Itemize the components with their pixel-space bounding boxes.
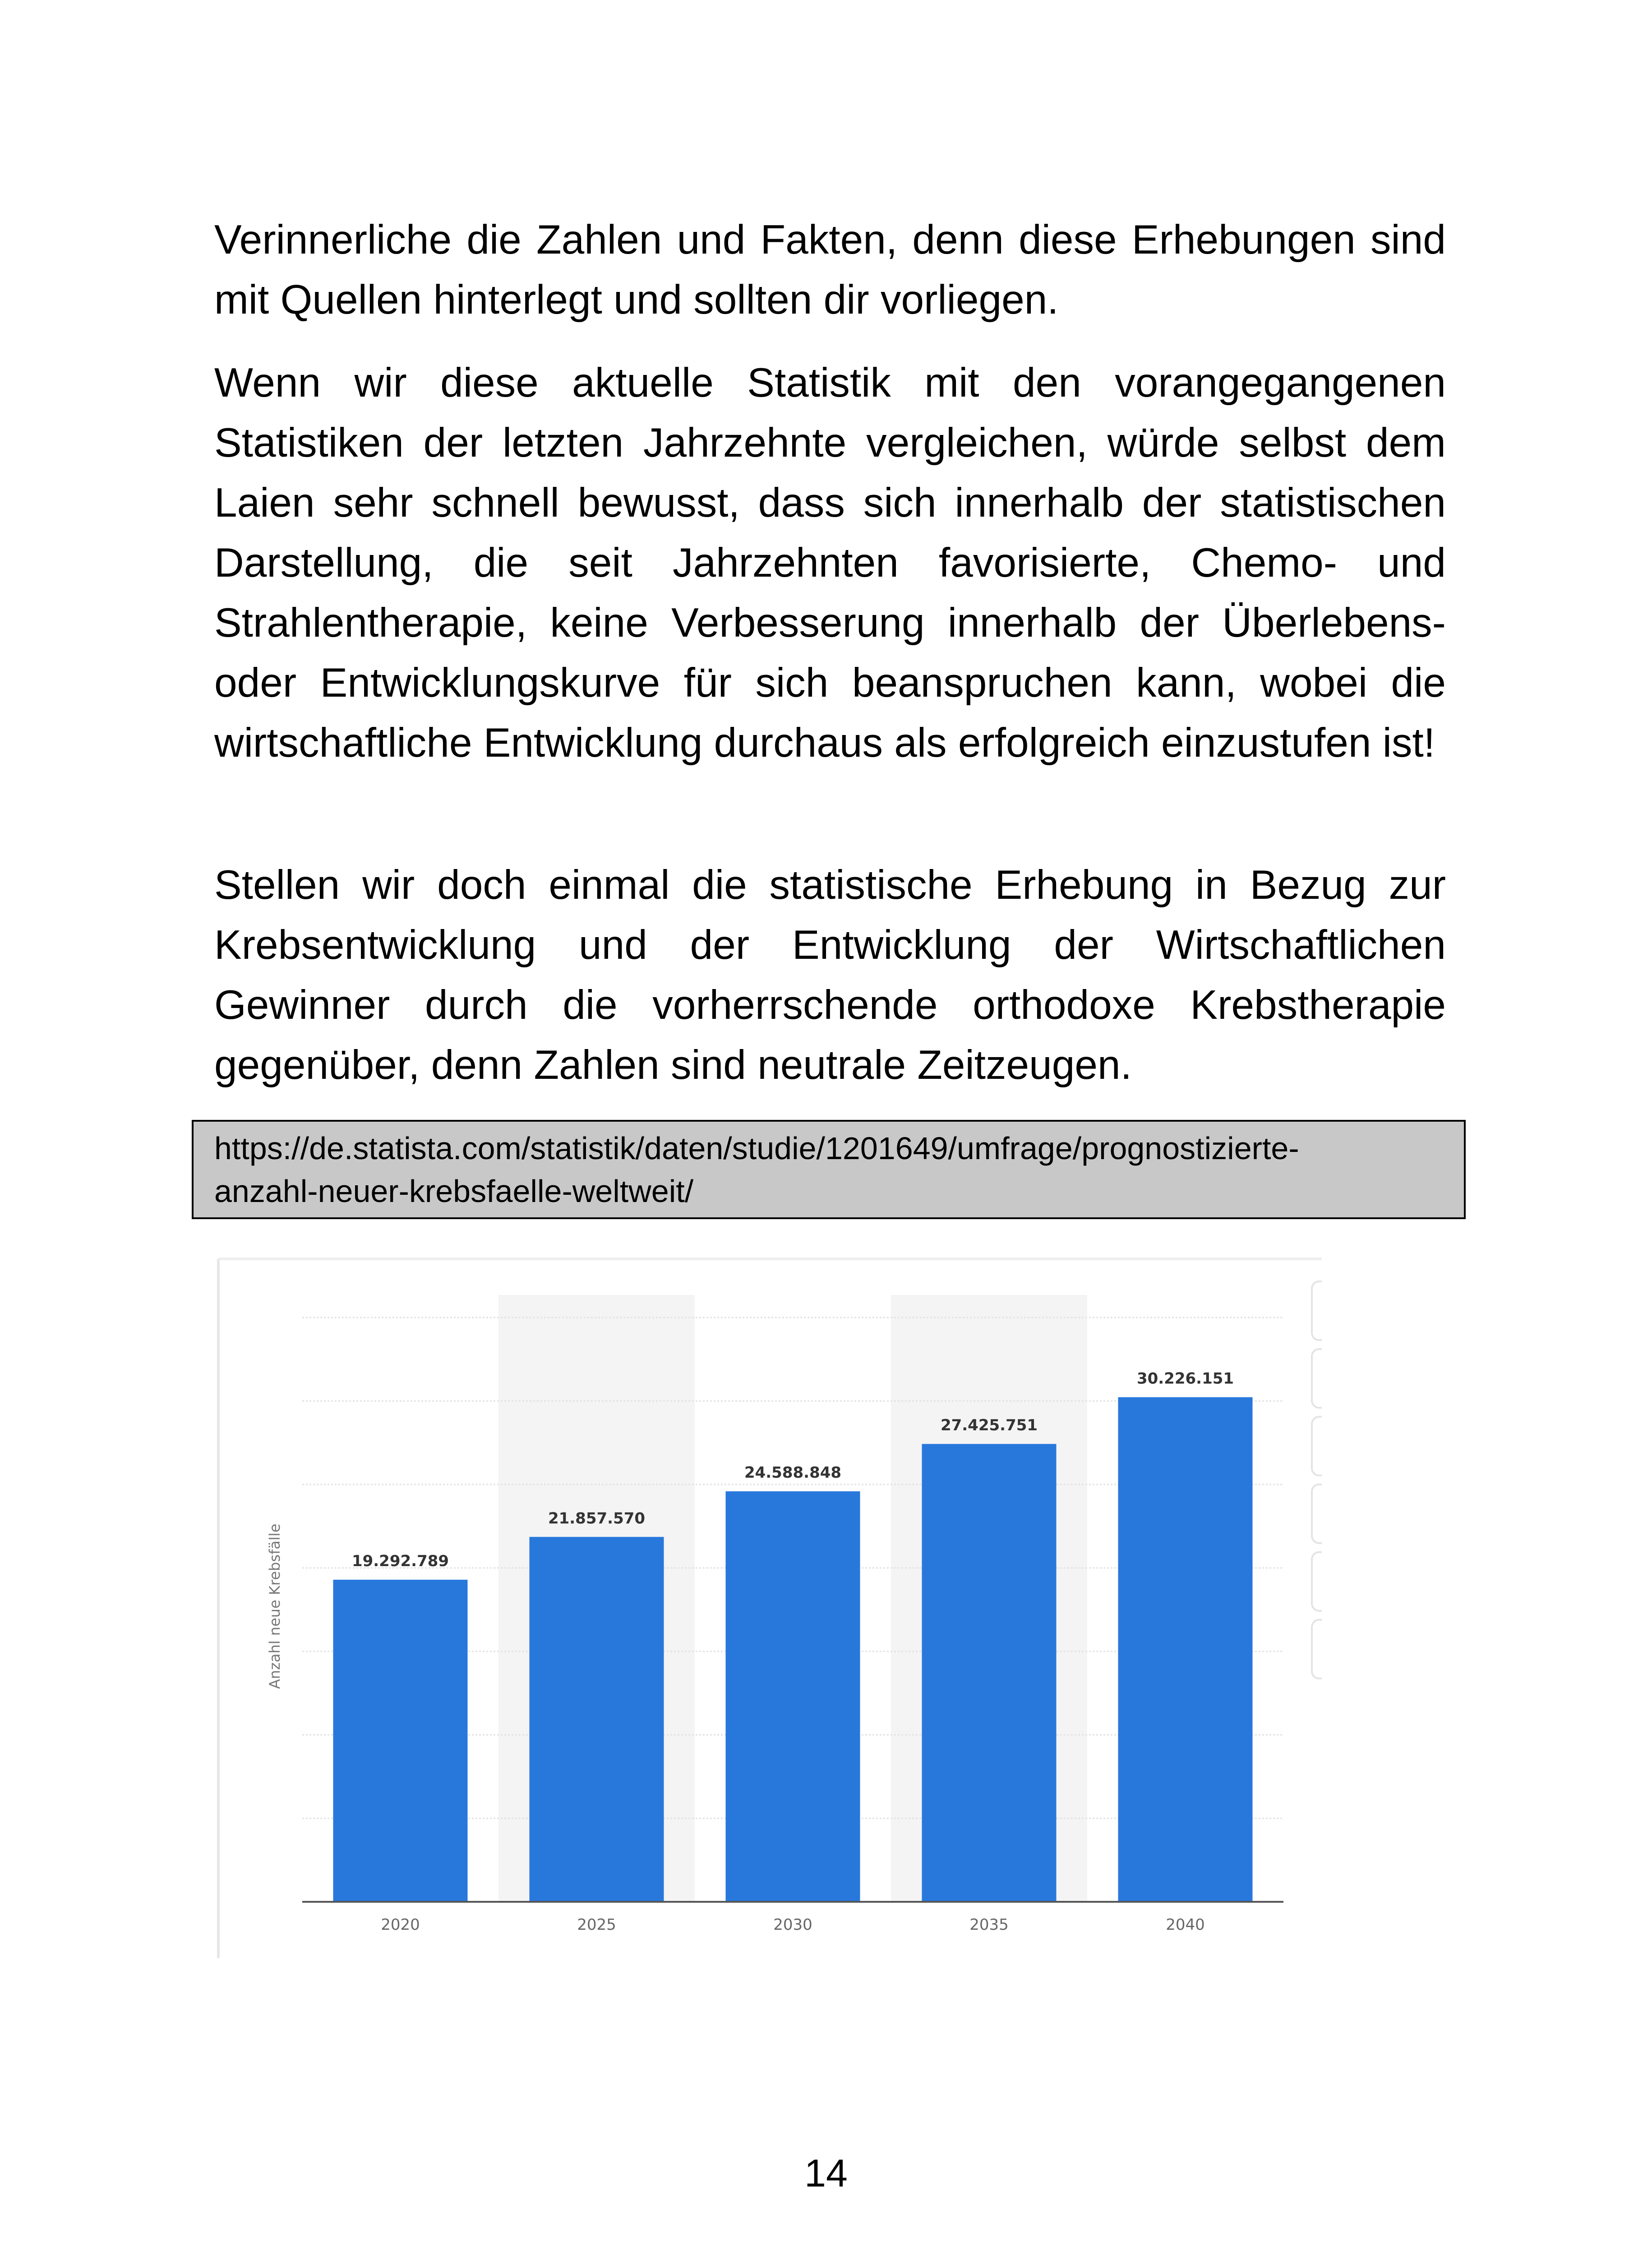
x-tick-label-2040: 2040 — [1166, 1916, 1205, 1934]
data-label-2025: 21.857.570 — [548, 1509, 646, 1528]
paragraph-text: Wenn wir diese aktuelle Statistik mit den vorangegangenen Statistiken der letzten Jahrzehnte vergleichen, würde selbst dem Laien sehr schnell bewusst, dass sich innerhalb der statistischen Darstellung, die seit Jahrzehnten favorisierte, Chemo- und Strahlentherapie, keine Verbesserung innerhalb der Überlebens- oder Entwicklungskurve für sich beanspruchen kann, wobei die wirtschaftliche Entwicklung durchaus als erfolgreich einzustufen ist! — [214, 360, 1446, 766]
data-label-2040: 30.226.151 — [1136, 1369, 1234, 1388]
bar-2030 — [726, 1491, 860, 1902]
paragraph-text: Verinnerliche die Zahlen und Fakten, denn diese Erhebungen sind mit Quellen hinterlegt und sollten dir vorliegen. — [214, 217, 1446, 323]
bar-2020 — [333, 1580, 468, 1902]
x-tick-label-2035: 2035 — [969, 1916, 1009, 1934]
source-url-line-1: https://de.statista.com/statistik/daten/studie/1201649/umfrage/prognostizierte- — [214, 1131, 1299, 1166]
data-label-2020: 19.292.789 — [351, 1552, 449, 1571]
x-tick-label-2030: 2030 — [773, 1916, 812, 1934]
bar-2035 — [922, 1444, 1057, 1902]
source-url-line-2: anzahl-neuer-krebsfaelle-weltweit/ — [214, 1174, 694, 1209]
bar-chart — [217, 1245, 1322, 1958]
data-label-2035: 27.425.751 — [940, 1416, 1038, 1435]
source-url-box — [192, 1120, 1466, 1219]
bar-2040 — [1118, 1397, 1253, 1902]
toolbar-fragment — [1312, 1349, 1322, 1408]
toolbar-fragment — [1312, 1417, 1322, 1475]
paragraph-3 — [214, 855, 1446, 1095]
data-label-2030: 24.588.848 — [744, 1464, 842, 1482]
y-axis-label: Anzahl neue Krebsfälle — [266, 1523, 283, 1689]
toolbar-fragment — [1312, 1552, 1322, 1611]
toolbar-fragment — [1312, 1620, 1322, 1678]
x-tick-label-2025: 2025 — [577, 1916, 616, 1934]
x-tick-label-2020: 2020 — [381, 1916, 420, 1934]
toolbar-fragment — [1312, 1281, 1322, 1340]
bar-2025 — [530, 1537, 664, 1902]
paragraph-2 — [214, 353, 1446, 773]
page-number: 14 — [804, 2152, 848, 2195]
toolbar-fragment — [1312, 1484, 1322, 1543]
paragraph-1 — [214, 210, 1446, 330]
paragraph-text: Stellen wir doch einmal die statistische Erhebung in Bezug zur Krebsentwicklung und der Entwicklung der Wirtschaftlichen Gewinner durch die vorherrschende orthodoxe Krebstherapie gegenüber, denn Zahlen sind neutrale Zeitzeugen. — [214, 862, 1446, 1088]
chart-svg — [217, 1245, 1322, 1958]
